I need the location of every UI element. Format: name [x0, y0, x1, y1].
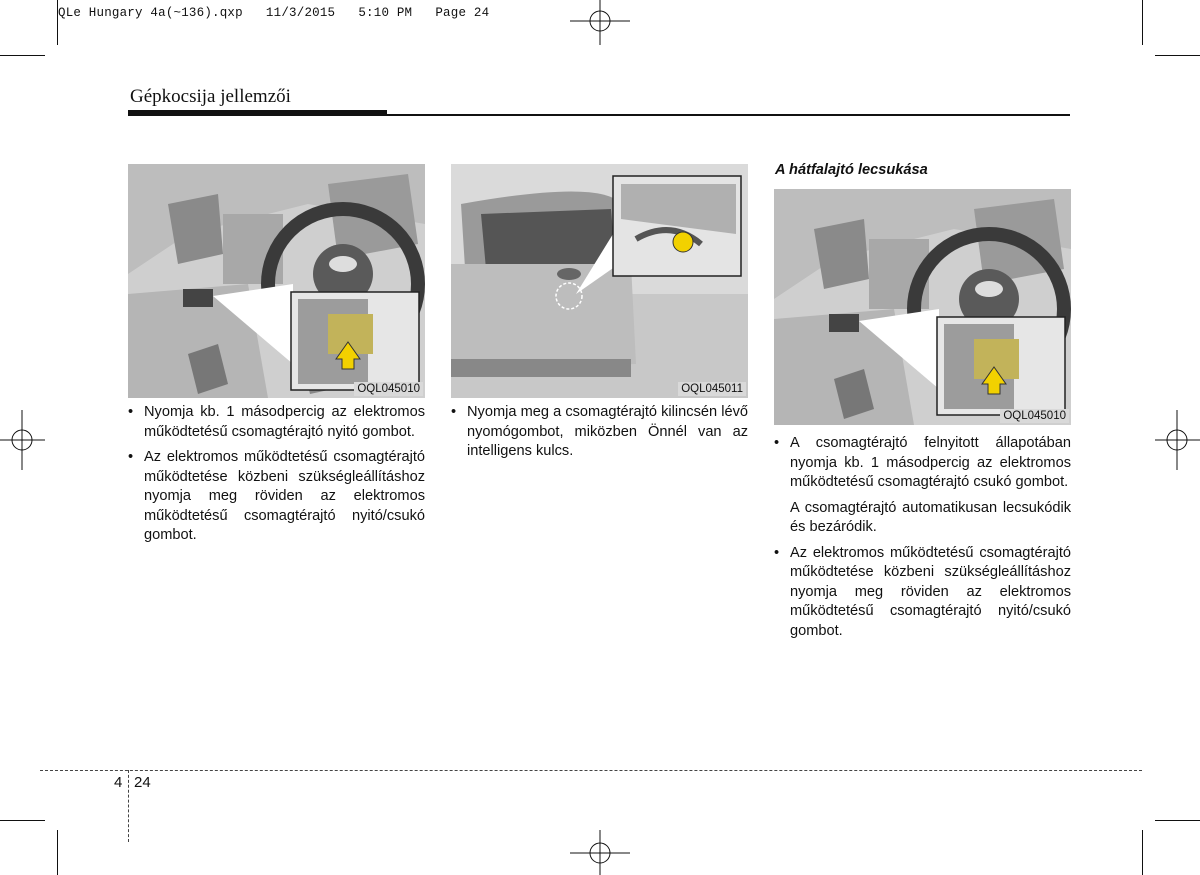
dashboard-illustration — [128, 164, 425, 398]
footer-rule — [40, 770, 1142, 771]
figure-tailgate-handle — [451, 164, 748, 398]
crop-mark — [1142, 830, 1143, 875]
figure-code: OQL045011 — [678, 382, 746, 396]
bullet-item: • Az elektromos működtetésű csomagtérajtó működtetése közbeni szükségleállításhoz nyomja meg röviden az elektromos működtetésű csomagtérajtó nyitó/csukó gombot. — [774, 544, 1071, 642]
paragraph: A csomagtérajtó automatikusan lecsukódik és bezáródik. — [790, 499, 1071, 535]
column-1-text — [128, 403, 425, 552]
page-number: 24 — [134, 774, 151, 791]
bullet-item: • Nyomja meg a csomagtérajtó kilincsén lévő nyomógombot, miközben Önnél van az intelligens kulcs. — [451, 403, 748, 462]
header-rule — [128, 110, 387, 116]
column-3-text — [774, 434, 1071, 647]
figure-dashboard-button-close — [774, 189, 1071, 425]
figure-dashboard-button — [128, 164, 425, 398]
column-2-text — [451, 403, 748, 468]
registration-mark-icon — [0, 410, 45, 470]
chapter-number: 4 — [114, 774, 123, 791]
figure-code: OQL045010 — [354, 382, 423, 396]
registration-mark-icon — [1155, 410, 1200, 470]
crop-mark — [1155, 820, 1200, 821]
registration-mark-icon — [570, 830, 630, 875]
crop-mark — [57, 830, 58, 875]
crop-mark — [0, 820, 45, 821]
figure-code: OQL045010 — [1000, 409, 1069, 423]
bullet-item: • Nyomja kb. 1 másodpercig az elektromos működtetésű csomagtérajtó nyitó gombot. — [128, 403, 425, 442]
crop-mark — [1142, 0, 1143, 45]
crop-mark — [0, 55, 45, 56]
crop-mark — [1155, 55, 1200, 56]
registration-mark-icon — [570, 0, 630, 45]
dashboard-illustration — [774, 189, 1071, 425]
footer-divider — [128, 770, 129, 842]
header-rule — [387, 114, 1070, 116]
tailgate-illustration — [451, 164, 748, 398]
bullet-item: • Az elektromos működtetésű csomagtérajtó működtetése közbeni szükségleállításhoz nyomja meg röviden az elektromos működtetésű csomagtérajtó nyitó/csukó gombot. — [128, 448, 425, 546]
bullet-item: • A csomagtérajtó felnyitott állapotában nyomja kb. 1 másodpercig az elektromos működtetésű csomagtérajtó csukó gombot. — [774, 434, 1071, 493]
print-slug: QLe Hungary 4a(~136).qxp 11/3/2015 5:10 PM Page 24 — [58, 6, 490, 20]
section-title: Gépkocsija jellemzői — [130, 86, 291, 107]
section-heading: A hátfalajtó lecsukása — [775, 162, 928, 178]
